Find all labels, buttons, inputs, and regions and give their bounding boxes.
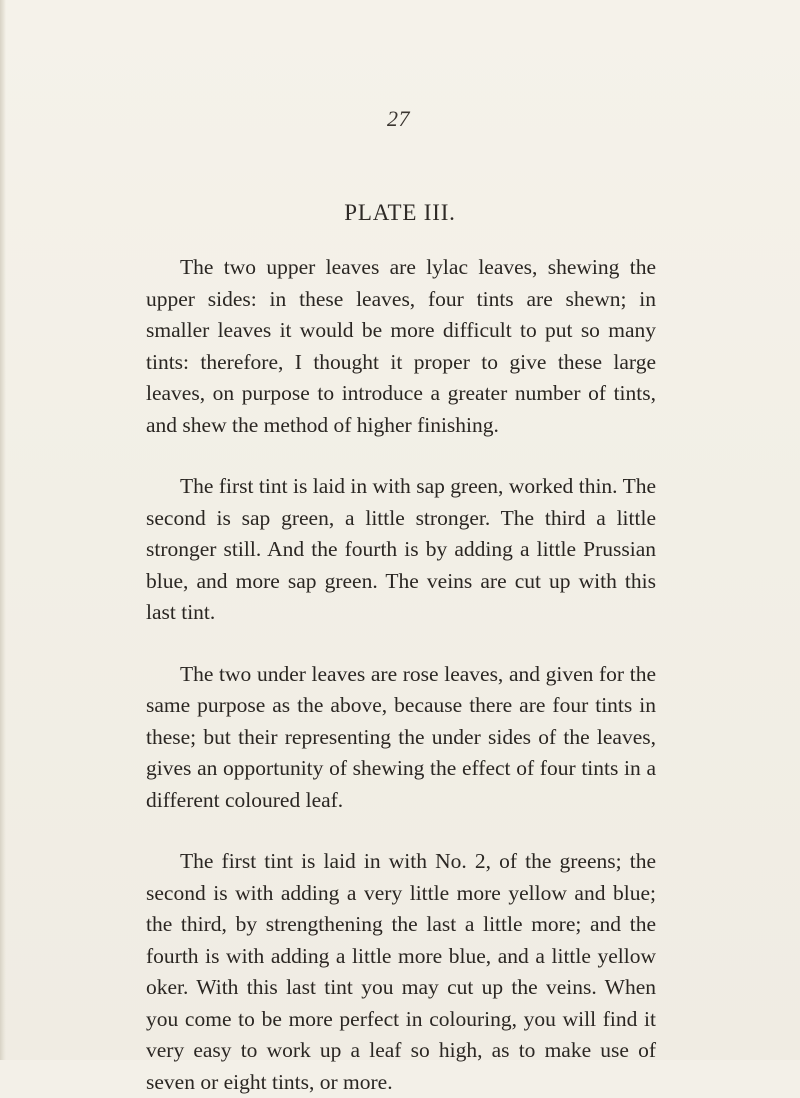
paragraph-greens-tints: The first tint is laid in with No. 2, of the greens; the second is with adding a very little more yellow and blue; the third, by strengthening the last a little more; and the fourth is with adding a little more blue, and a little yellow oker. With this last tint you may cut up the veins. When you come to be more perfect in colouring, you will find it very easy to work up a leaf so high, as to make use of seven or eight tints, or more.: [146, 849, 656, 1094]
page-gutter-shadow: [0, 0, 6, 1060]
body-text: [146, 252, 656, 1098]
paragraph-first-tints: The first tint is laid in with sap green, worked thin. The second is sap green, a little stronger. The third a little stronger still. And the fourth is by adding a little Prussian blue, and more sap green. The veins are cut up with this last tint.: [146, 474, 656, 624]
page-number: 27: [387, 106, 410, 131]
plate-heading: PLATE III.: [344, 200, 456, 225]
paragraph-lylac-leaves: The two upper leaves are lylac leaves, shewing the upper sides: in these leaves, four tints are shewn; in smaller leaves it would be more difficult to put so many tints: therefore, I thought it proper to give these large leaves, on purpose to introduce a greater number of tints, and shew the method of higher finishing.: [146, 255, 656, 437]
paragraph-rose-leaves: The two under leaves are rose leaves, and given for the same purpose as the above, because there are four tints in these; but their representing the under sides of the leaves, gives an opportunity of shewing the effect of four tints in a different coloured leaf.: [146, 661, 656, 812]
